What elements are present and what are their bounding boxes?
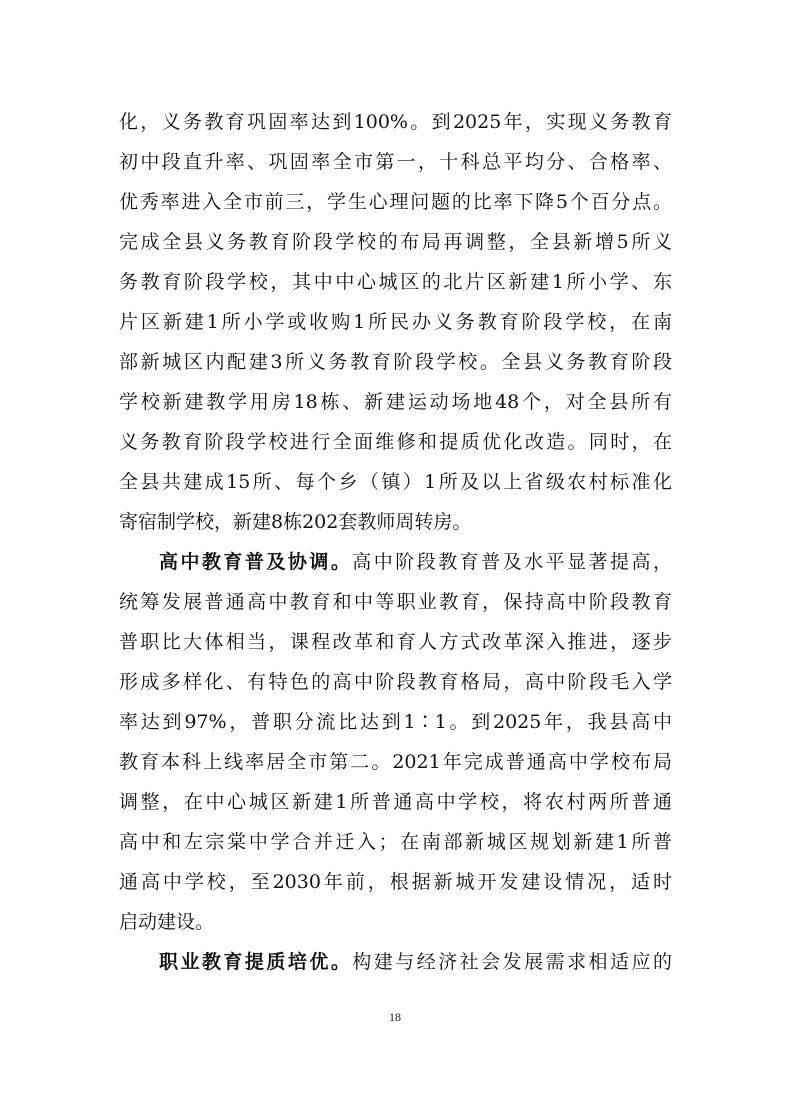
section-lead-high-school: 高中教育普及协调。 [159,551,353,573]
text-line: 化，义务教育巩固率达到100%。到2025年，实现义务教育 [119,111,672,133]
text-line: 学校新建教学用房18栋、新建运动场地48个，对全县所有 [119,391,672,413]
text-line: 优秀率进入全市前三，学生心理问题的比率下降5个百分点。 [119,191,672,213]
text-line: 义务教育阶段学校进行全面维修和提质优化改造。同时，在 [119,431,672,453]
text-line: 初中段直升率、巩固率全市第一，十科总平均分、合格率、 [119,151,672,173]
text-line: 统筹发展普通高中教育和中等职业教育，保持高中阶段教育 [119,591,672,613]
text-line: 完成全县义务教育阶段学校的布局再调整，全县新增5所义 [119,231,672,253]
text-line: 务教育阶段学校，其中中心城区的北片区新建1所小学、东 [119,271,672,293]
text-line: 调整，在中心城区新建1所普通高中学校，将农村两所普通 [119,791,672,813]
body-text [119,102,672,982]
text-line: 形成多样化、有特色的高中阶段教育格局，高中阶段毛入学 [119,671,672,693]
text-line: 片区新建1所小学或收购1所民办义务教育阶段学校，在南 [119,311,672,333]
section-text: 高中阶段教育普及水平显著提高， [352,551,672,573]
text-line: 教育本科上线率居全市第二。2021年完成普通高中学校布局 [119,751,672,773]
text-line: 部新城区内配建3所义务教育阶段学校。全县义务教育阶段 [119,351,672,373]
section-heading-line [119,942,672,982]
section-text: 构建与经济社会发展需求相适应的 [352,951,672,973]
text-line: 率达到97%，普职分流比达到1∶1。到2025年，我县高中 [119,711,672,733]
text-line: 寄宿制学校，新建8栋202套教师周转房。 [119,511,472,533]
section-lead-vocational: 职业教育提质培优。 [159,951,353,973]
text-line: 高中和左宗棠中学合并迁入；在南部新城区规划新建1所普 [119,831,672,853]
text-line: 通高中学校，至2030年前，根据新城开发建设情况，适时 [119,871,672,893]
text-line: 全县共建成15所、每个乡（镇）1所及以上省级农村标准化 [119,471,672,493]
section-heading-line [119,542,672,582]
page-number: 18 [389,1010,401,1024]
text-line: 启动建设。 [119,911,215,933]
text-line: 普职比大体相当，课程改革和育人方式改革深入推进，逐步 [119,631,672,653]
